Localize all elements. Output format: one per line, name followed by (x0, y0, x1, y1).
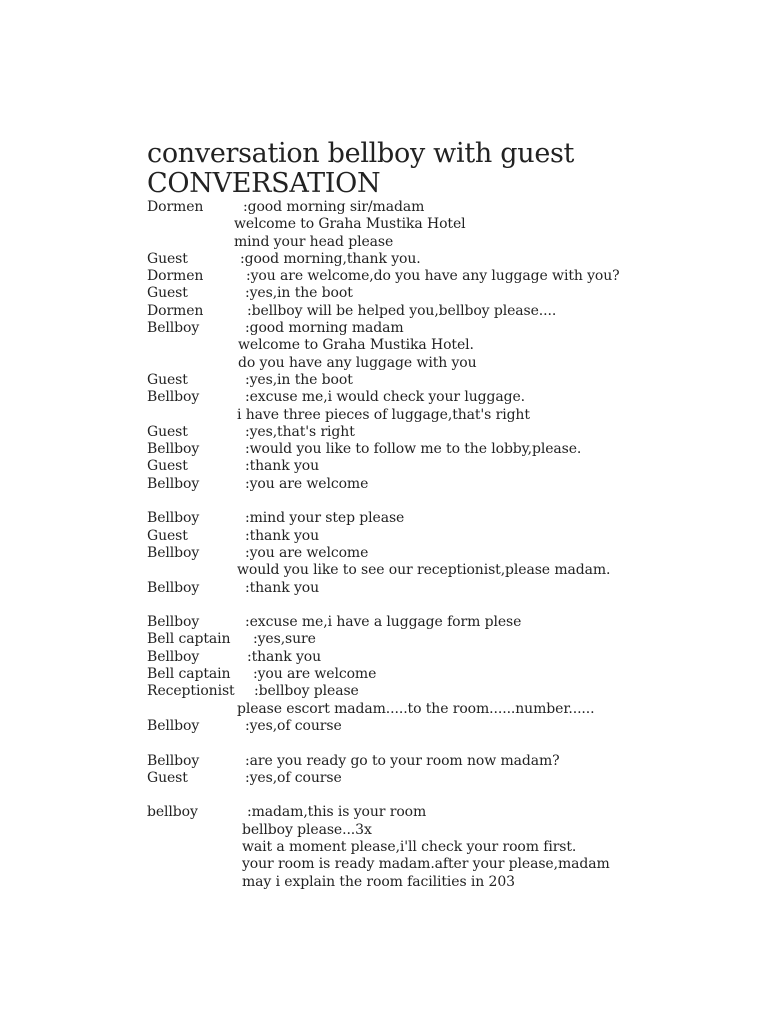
dialogue-line (147, 510, 747, 527)
dialogue-text: :would you like to follow me to the lobby,please. (245, 441, 582, 458)
dialogue-text: :you are welcome (253, 666, 377, 683)
dialogue-line (147, 285, 747, 302)
dialogue-line (147, 303, 747, 320)
speaker-name: Bell captain (147, 666, 231, 683)
dialogue-text: :thank you (245, 458, 320, 475)
dialogue-text: :yes,of course (245, 717, 342, 734)
dialogue-line (147, 874, 747, 891)
dialogue-line (147, 476, 747, 493)
blank-line (147, 597, 747, 614)
dialogue-line (147, 580, 747, 597)
speaker-name: Guest (147, 769, 188, 786)
dialogue-text: your room is ready madam.after your please,madam (242, 856, 610, 873)
dialogue-line (147, 372, 747, 389)
dialogue-line (147, 701, 747, 718)
dialogue-line (147, 528, 747, 545)
blank-line (147, 735, 747, 752)
dialogue-text: bellboy please...3x (242, 821, 372, 838)
dialogue-line (147, 268, 747, 285)
dialogue-text: :good morning madam (245, 320, 404, 337)
dialogue-text: wait a moment please,i'll check your room first. (242, 838, 577, 855)
speaker-name: Dormen (147, 199, 204, 215)
speaker-name: Receptionist (147, 683, 235, 700)
dialogue-line (147, 389, 747, 406)
speaker-name: Bellboy (147, 614, 200, 631)
dialogue-text: :madam,this is your room (247, 804, 427, 821)
dialogue-line (147, 770, 747, 787)
dialogue-text: :you are welcome,do you have any luggage with you? (246, 268, 620, 285)
dialogue-text: :thank you (245, 579, 320, 596)
dialogue-text: welcome to Graha Mustika Hotel (234, 216, 466, 233)
dialogue-line (147, 216, 747, 233)
dialogue-text: :you are welcome (245, 544, 369, 561)
dialogue-text: :good morning sir/madam (243, 199, 425, 215)
blank-line (147, 493, 747, 510)
dialogue-text: may i explain the room facilities in 203 (242, 873, 515, 890)
speaker-name: Bellboy (147, 510, 200, 527)
dialogue-line (147, 804, 747, 821)
dialogue-text: :excuse me,i would check your luggage. (245, 389, 526, 406)
speaker-name: Bellboy (147, 752, 200, 769)
dialogue-line (147, 718, 747, 735)
dialogue-text: do you have any luggage with you (238, 354, 477, 371)
speaker-name: Bellboy (147, 389, 200, 406)
dialogue-line (147, 545, 747, 562)
speaker-name: Guest (147, 423, 188, 440)
dialogue-text: :yes,in the boot (245, 371, 353, 388)
document-subtitle: CONVERSATION (147, 168, 381, 199)
dialogue-text: :yes,that's right (245, 423, 355, 440)
speaker-name: Bellboy (147, 717, 200, 734)
speaker-name: bellboy (147, 804, 198, 821)
speaker-name: Bellboy (147, 475, 200, 492)
dialogue-line (147, 320, 747, 337)
dialogue-text: :yes,sure (253, 631, 316, 648)
dialogue-text: :bellboy please (254, 683, 359, 700)
dialogue-text: :mind your step please (245, 510, 405, 527)
dialogue-text: :excuse me,i have a luggage form plese (245, 614, 522, 631)
dialogue-text: :bellboy will be helped you,bellboy please.... (247, 302, 557, 319)
dialogue-line (147, 441, 747, 458)
dialogue-line (147, 666, 747, 683)
dialogue-line (147, 753, 747, 770)
dialogue-text: :thank you (245, 527, 320, 544)
speaker-name: Guest (147, 458, 188, 475)
dialogue-line (147, 822, 747, 839)
dialogue-text: :good morning,thank you. (240, 250, 421, 267)
dialogue-text: mind your head please (234, 233, 394, 250)
speaker-name: Bellboy (147, 579, 200, 596)
dialogue-text: :yes,in the boot (245, 285, 353, 302)
speaker-name: Bellboy (147, 648, 200, 665)
dialogue-text: :are you ready go to your room now madam? (245, 752, 560, 769)
speaker-name: Guest (147, 527, 188, 544)
speaker-name: Guest (147, 285, 188, 302)
dialogue-text: :yes,of course (245, 769, 342, 786)
dialogue-line (147, 683, 747, 700)
dialogue-line (147, 614, 747, 631)
dialogue-text: would you like to see our receptionist,please madam. (237, 562, 611, 579)
dialogue-text: :you are welcome (245, 475, 369, 492)
dialogue-line (147, 407, 747, 424)
speaker-name: Bellboy (147, 320, 200, 337)
dialogue-line (147, 234, 747, 251)
dialogue-line (147, 424, 747, 441)
speaker-name: Bellboy (147, 544, 200, 561)
dialogue-line (147, 649, 747, 666)
speaker-name: Guest (147, 371, 188, 388)
dialogue-line (147, 562, 747, 579)
dialogue-line (147, 251, 747, 268)
speaker-name: Dormen (147, 302, 204, 319)
document-title: conversation bellboy with guest (147, 138, 575, 169)
speaker-name: Guest (147, 250, 188, 267)
dialogue-text: i have three pieces of luggage,that's right (237, 406, 530, 423)
blank-line (147, 787, 747, 804)
dialogue-line (147, 856, 747, 873)
speaker-name: Bell captain (147, 631, 231, 648)
dialogue-line (147, 355, 747, 372)
speaker-name: Dormen (147, 268, 204, 285)
dialogue-line (147, 631, 747, 648)
dialogue-line (147, 337, 747, 354)
dialogue-text: :thank you (247, 648, 322, 665)
document-page (147, 139, 747, 891)
dialogue-line (147, 839, 747, 856)
speaker-name: Bellboy (147, 441, 200, 458)
dialogue-text: welcome to Graha Mustika Hotel. (238, 337, 474, 354)
dialogue-line (147, 199, 747, 216)
dialogue-line (147, 458, 747, 475)
dialogue-list (147, 199, 747, 891)
dialogue-text: please escort madam.....to the room......number...... (237, 700, 595, 717)
